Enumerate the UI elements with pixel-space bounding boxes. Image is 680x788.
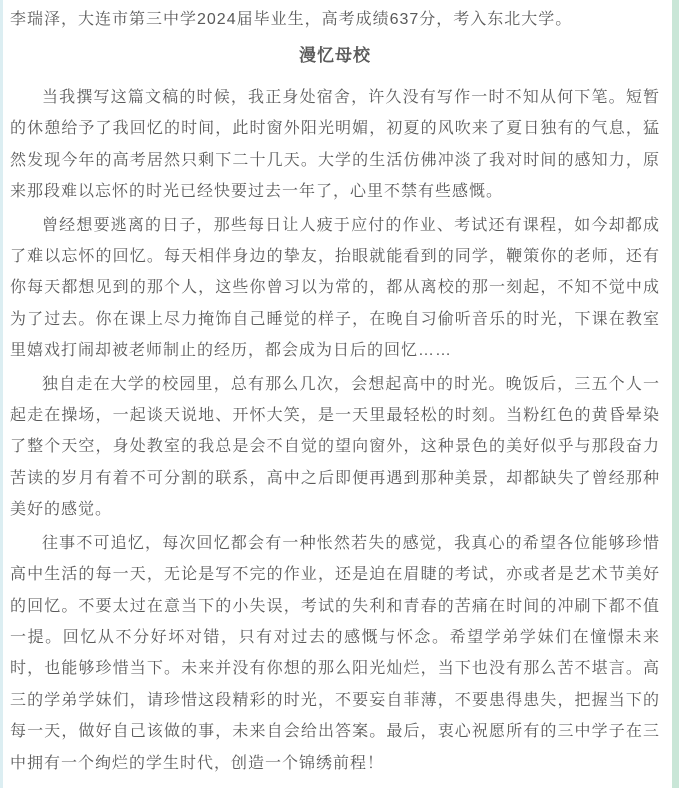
- article-paragraph: 当我撰写这篇文稿的时候，我正身处宿舍，许久没有写作一时不知从何下笔。短暂的休憩给予了我回忆的时间，此时窗外阳光明媚，初夏的风吹来了夏日独有的气息，猛然发现今年的高考居然只剩下二十几天。大学的生活仿佛冲淡了我对时间的感知力，原来那段难以忘怀的时光已经快要过去一年了，心里不禁有些感慨。: [10, 89, 660, 201]
- article-paragraph: 曾经想要逃离的日子，那些每日让人疲于应付的作业、考试还有课程，如今却都成了难以忘怀的回忆。每天相伴身边的挚友，抬眼就能看到的同学，鞭策你的老师，还有你每天都想见到的那个人，这些你曾习以为常的，都从离校的那一刻起，不知不觉中成为了过去。你在课上尽力掩饰自己睡觉的样子，在晚自习偷听音乐的时光，下课在教室里嬉戏打闹却被老师制止的经历，都会成为日后的回忆……: [10, 216, 660, 360]
- article-paragraph: 往事不可追忆，每次回忆都会有一种怅然若失的感觉，我真心的希望各位能够珍惜高中生活的每一天，无论是写不完的作业，还是迫在眉睫的考试，亦或者是艺术节美好的回忆。不要太过在意当下的小失误，考试的失利和青春的苦痛在时间的冲刷下都不值一提。回忆从不分好坏对错，只有对过去的感慨与怀念。希望学弟学妹们在憧憬未来时，也能够珍惜当下。未来并没有你想的那么阳光灿烂，当下也没有那么苦不堪言。高三的学弟学妹们，请珍惜这段精彩的时光，不要妄自菲薄，不要患得患失，把握当下的每一天，做好自己该做的事，未来自会给出答案。最后，衷心祝愿所有的三中学子在三中拥有一个绚烂的学生时代，创造一个锦绣前程！: [10, 534, 660, 772]
- author-intro: 李瑞泽，大连市第三中学2024届毕业生，高考成绩637分，考入东北大学。: [10, 11, 573, 28]
- article-content: [10, 6, 660, 781]
- article-title: 漫忆母校: [299, 46, 371, 65]
- page-edge-left-strip: [0, 0, 3, 788]
- article-paragraph: 独自走在大学的校园里，总有那么几次，会想起高中的时光。晚饭后，三五个人一起走在操场，一起谈天说地、开怀大笑，是一天里最轻松的时刻。当粉红色的黄昏晕染了整个天空，身处教室的我总是会不自觉的望向窗外，这种景色的美好似乎与那段奋力苦读的岁月有着不可分割的联系，高中之后即便再遇到那种美景，却都缺失了曾经那种美好的感觉。: [10, 375, 660, 519]
- page-edge-right-strip: [672, 0, 679, 788]
